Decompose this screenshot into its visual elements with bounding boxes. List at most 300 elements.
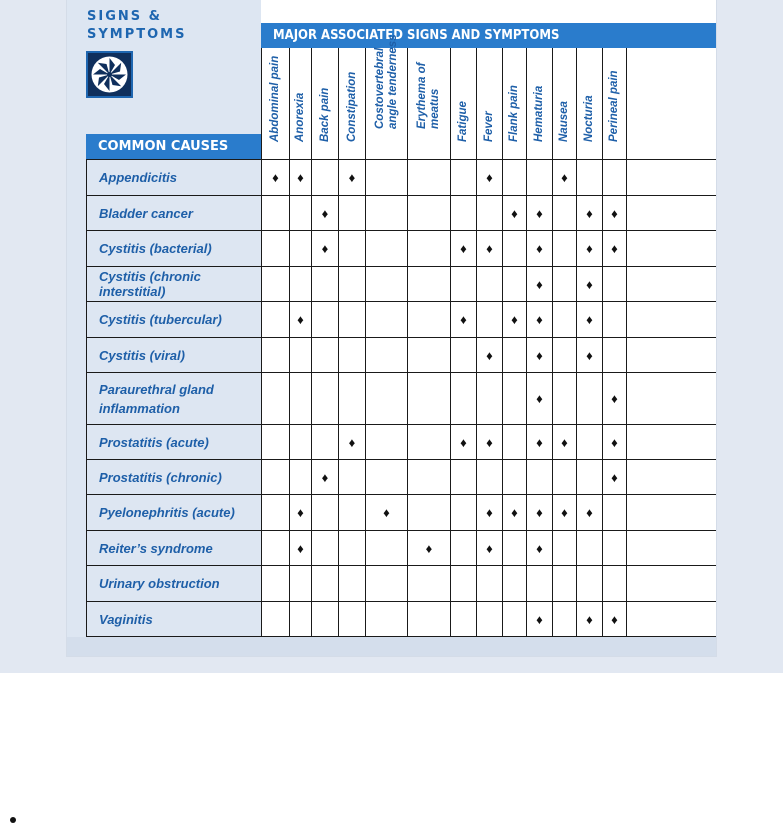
table-cell (365, 267, 407, 301)
table-cell (311, 338, 338, 372)
column-header (365, 34, 407, 159)
table-cell (407, 460, 450, 494)
table-cell (450, 267, 476, 301)
table-cell (261, 373, 289, 424)
table-cell (338, 425, 365, 459)
table-cell (450, 196, 476, 230)
cause-label (86, 160, 261, 195)
table-cell (261, 460, 289, 494)
table-row (86, 531, 716, 566)
table-cell (289, 196, 311, 230)
table-cell-trailing (626, 566, 716, 601)
diamond-marker-icon: ♦ (486, 347, 493, 363)
cause-label (86, 302, 261, 337)
diamond-marker-icon: ♦ (297, 505, 304, 520)
column-header (311, 48, 338, 159)
diamond-marker-icon: ♦ (611, 241, 618, 256)
table-cell (261, 602, 289, 636)
table-cell (602, 160, 626, 195)
table-row (86, 495, 716, 531)
table-cell (502, 231, 526, 266)
table-cell (311, 160, 338, 195)
table-cell (552, 495, 576, 530)
table-cell (407, 267, 450, 301)
table-cell (552, 531, 576, 565)
table-cell (552, 160, 576, 195)
table-cell (261, 267, 289, 301)
table-cell (552, 373, 576, 424)
table-row (86, 602, 716, 637)
table-cell (450, 231, 476, 266)
diamond-marker-icon: ♦ (586, 347, 593, 363)
table-cell (576, 267, 602, 301)
cause-label-text: Reiter’s syndrome (99, 540, 213, 556)
table-cell (261, 566, 289, 601)
table-cell-trailing (626, 302, 716, 337)
diamond-marker-icon: ♦ (511, 312, 518, 327)
column-header-text: Back pain (318, 87, 331, 142)
table-cell-trailing (626, 495, 716, 530)
table-cell (502, 302, 526, 337)
table-cell (576, 231, 602, 266)
table-row (86, 302, 716, 338)
table-cell (526, 566, 552, 601)
table-cell (450, 602, 476, 636)
table-cell (602, 231, 626, 266)
diamond-marker-icon: ♦ (536, 241, 543, 256)
table-cell (289, 302, 311, 337)
table-cell (526, 196, 552, 230)
table-cell (602, 425, 626, 459)
major-signs-banner: MAJOR ASSOCIATED SIGNS AND SYMPTOMS (261, 23, 716, 48)
table-cell (365, 425, 407, 459)
table-cell (450, 373, 476, 424)
table-cell (407, 338, 450, 372)
table-cell (476, 302, 502, 337)
table-cell (476, 231, 502, 266)
table-cell (576, 338, 602, 372)
table-row (86, 373, 716, 425)
diamond-marker-icon: ♦ (561, 170, 568, 185)
table-cell (407, 531, 450, 565)
table-cell (502, 373, 526, 424)
table-cell (261, 196, 289, 230)
table-cell-trailing (626, 460, 716, 494)
table-cell-trailing (626, 267, 716, 301)
column-header-text: Nausea (558, 101, 570, 142)
table-cell (261, 425, 289, 459)
diamond-marker-icon: ♦ (486, 505, 493, 520)
diamond-marker-icon: ♦ (348, 434, 356, 450)
table-cell (407, 373, 450, 424)
column-header (502, 48, 526, 159)
diamond-marker-icon: ♦ (611, 205, 618, 221)
table-cell (450, 425, 476, 459)
table-cell (526, 531, 552, 565)
chart-footer-strip (67, 637, 716, 656)
table-cell (502, 531, 526, 565)
list-bullet (10, 817, 16, 823)
table-cell (476, 373, 502, 424)
signs-symptoms-label (87, 8, 207, 44)
table-cell (365, 531, 407, 565)
diamond-marker-icon: ♦ (511, 505, 518, 520)
table-cell (311, 267, 338, 301)
table-cell (526, 495, 552, 530)
cause-label-text: Cystitis (bacterial) (99, 241, 212, 256)
cause-label (86, 531, 261, 565)
cause-label-text: Urinary obstruction (99, 576, 220, 591)
table-cell (476, 566, 502, 601)
table-cell (602, 338, 626, 372)
table-cell (526, 460, 552, 494)
column-header-text: Fatigue (457, 101, 469, 142)
table-cell (526, 267, 552, 301)
cause-label-text: Prostatitis (acute) (99, 434, 209, 450)
table-cell (502, 338, 526, 372)
column-header (407, 48, 450, 159)
column-header (552, 48, 576, 159)
diamond-marker-icon: ♦ (586, 312, 593, 327)
cause-label (86, 231, 261, 266)
table-cell (338, 160, 365, 195)
table-cell (476, 425, 502, 459)
table-cell (576, 425, 602, 459)
table-row (86, 425, 716, 460)
table-cell (502, 267, 526, 301)
diamond-marker-icon: ♦ (321, 469, 329, 485)
table-cell (576, 373, 602, 424)
table-cell (450, 495, 476, 530)
table-cell (602, 602, 626, 636)
table-cell (289, 495, 311, 530)
table-cell (311, 531, 338, 565)
table-cell (576, 302, 602, 337)
diamond-marker-icon: ♦ (611, 434, 618, 450)
diamond-marker-icon: ♦ (561, 505, 568, 520)
column-header (338, 48, 365, 159)
diamond-marker-icon: ♦ (586, 205, 593, 221)
column-header (602, 48, 626, 159)
table-cell (552, 460, 576, 494)
table-cell (476, 602, 502, 636)
table-cell (407, 425, 450, 459)
table-cell (407, 566, 450, 601)
diamond-marker-icon: ♦ (460, 434, 467, 450)
table-cell (526, 425, 552, 459)
table-cell (338, 267, 365, 301)
cause-label (86, 338, 261, 372)
table-cell (552, 302, 576, 337)
table-cell (502, 196, 526, 230)
table-cell (576, 602, 602, 636)
table-cell (407, 495, 450, 530)
column-header-text: angle tenderness (386, 34, 399, 129)
diamond-marker-icon: ♦ (586, 241, 593, 256)
table-cell (407, 602, 450, 636)
table-cell (526, 373, 552, 424)
column-header-text: Fever (483, 111, 495, 142)
table-cell-trailing (626, 231, 716, 266)
table-cell (526, 302, 552, 337)
table-cell (602, 495, 626, 530)
table-cell (502, 425, 526, 459)
table-cell (338, 373, 365, 424)
table-cell (502, 160, 526, 195)
table-cell (261, 531, 289, 565)
table-cell (602, 267, 626, 301)
table-cell (602, 531, 626, 565)
diamond-marker-icon: ♦ (561, 434, 568, 450)
table-cell (338, 460, 365, 494)
column-header-text: Nocturia (583, 95, 595, 142)
table-row (86, 231, 716, 267)
table-cell (289, 231, 311, 266)
table-cell (602, 302, 626, 337)
diamond-marker-icon: ♦ (611, 611, 618, 627)
table-cell (289, 338, 311, 372)
table-cell (407, 160, 450, 195)
table-cell (526, 231, 552, 266)
column-header (289, 48, 311, 159)
table-cell (338, 566, 365, 601)
table-cell (502, 602, 526, 636)
column-header-text: Erythema of (416, 62, 428, 129)
column-header-text: Hematuria (533, 85, 545, 142)
diamond-marker-icon: ♦ (536, 347, 543, 363)
diamond-marker-icon: ♦ (586, 505, 593, 520)
table-cell (365, 302, 407, 337)
table-cell (576, 196, 602, 230)
diamond-marker-icon: ♦ (586, 611, 593, 627)
diamond-marker-icon: ♦ (321, 241, 329, 256)
signs-label-line1: SIGNS & (87, 9, 162, 24)
column-header-text: Anorexia (294, 92, 306, 142)
table-cell (261, 231, 289, 266)
diamond-marker-icon: ♦ (611, 391, 618, 406)
table-cell (311, 373, 338, 424)
table-cell (261, 160, 289, 195)
table-cell (261, 302, 289, 337)
cause-label-text: Vaginitis (99, 611, 153, 627)
table-cell (576, 460, 602, 494)
common-causes-header: COMMON CAUSES (86, 134, 261, 159)
diamond-marker-icon: ♦ (486, 540, 493, 556)
table-cell (502, 495, 526, 530)
cause-label-text: Prostatitis (chronic) (99, 469, 222, 485)
table-cell (502, 460, 526, 494)
diamond-marker-icon: ♦ (536, 505, 543, 520)
table-cell (261, 495, 289, 530)
diamond-marker-icon: ♦ (348, 170, 356, 185)
table-cell (407, 196, 450, 230)
table-cell (338, 495, 365, 530)
column-header-text: Flank pain (508, 85, 520, 142)
table-cell-trailing (626, 531, 716, 565)
cause-label-text: Cystitis (chronic interstitial) (99, 269, 201, 299)
table-row (86, 460, 716, 495)
table-cell (450, 531, 476, 565)
diamond-marker-icon: ♦ (536, 540, 543, 556)
cause-label-text: Cystitis (viral) (99, 347, 185, 363)
diamond-marker-icon: ♦ (586, 276, 593, 292)
diamond-marker-icon: ♦ (383, 505, 390, 520)
table-cell (450, 160, 476, 195)
table-cell (476, 495, 502, 530)
table-cell (552, 231, 576, 266)
cause-label (86, 425, 261, 459)
diamond-marker-icon: ♦ (486, 434, 493, 450)
table-cell-trailing (626, 602, 716, 636)
column-header-text: Abdominal pain (269, 55, 281, 142)
table-cell (365, 373, 407, 424)
table-cell (338, 196, 365, 230)
table-cell (365, 196, 407, 230)
diamond-marker-icon: ♦ (486, 241, 493, 256)
table-cell-trailing (626, 338, 716, 372)
cause-label-text: Cystitis (tubercular) (99, 312, 222, 327)
table-cell (552, 267, 576, 301)
table-cell (289, 373, 311, 424)
table-cell (476, 338, 502, 372)
table-cell (552, 425, 576, 459)
table-cell (311, 302, 338, 337)
table-cell (311, 602, 338, 636)
column-header (261, 48, 289, 159)
table-cell (365, 495, 407, 530)
table-cell (552, 338, 576, 372)
table-cell (602, 373, 626, 424)
table-cell-trailing (626, 160, 716, 195)
table-cell (365, 602, 407, 636)
column-header-text: Perineal pain (608, 70, 620, 142)
table-cell (526, 602, 552, 636)
table-cell (311, 196, 338, 230)
diamond-marker-icon: ♦ (536, 312, 543, 327)
table-cell (289, 425, 311, 459)
table-cell (602, 460, 626, 494)
table-cell (338, 231, 365, 266)
cause-label-text: Paraurethral gland inflammation (99, 381, 214, 416)
diamond-marker-icon: ♦ (297, 312, 304, 327)
table-cell (311, 425, 338, 459)
diamond-marker-icon: ♦ (297, 540, 304, 556)
table-cell (476, 460, 502, 494)
table-cell (450, 460, 476, 494)
diamond-marker-icon: ♦ (536, 276, 543, 292)
diamond-marker-icon: ♦ (297, 170, 304, 185)
table-cell (476, 531, 502, 565)
cause-label (86, 373, 261, 424)
table-cell (407, 231, 450, 266)
column-header-edge (626, 48, 627, 159)
diamond-marker-icon: ♦ (611, 469, 618, 485)
diamond-marker-icon: ♦ (321, 205, 329, 221)
table-cell (476, 160, 502, 195)
diamond-marker-icon: ♦ (272, 170, 279, 185)
table-cell-trailing (626, 373, 716, 424)
table-cell (311, 566, 338, 601)
cause-label (86, 495, 261, 530)
table-row (86, 160, 716, 196)
column-header-text: Costovertebral (373, 47, 386, 129)
table-cell-trailing (626, 196, 716, 230)
table-cell (576, 566, 602, 601)
table-cell (289, 160, 311, 195)
table-cell (289, 531, 311, 565)
table-cell (338, 302, 365, 337)
diamond-marker-icon: ♦ (460, 312, 467, 327)
table-cell (502, 566, 526, 601)
cause-label (86, 602, 261, 636)
diamond-marker-icon: ♦ (536, 391, 543, 406)
table-cell (476, 196, 502, 230)
table-cell (576, 531, 602, 565)
table-cell (311, 460, 338, 494)
table-cell (450, 566, 476, 601)
diamond-marker-icon: ♦ (486, 170, 493, 185)
signs-label-line2: SYMPTOMS (87, 27, 187, 42)
table-row (86, 196, 716, 231)
table-cell (365, 338, 407, 372)
table-cell (365, 231, 407, 266)
table-cell (365, 460, 407, 494)
table-cell (526, 160, 552, 195)
table-cell (476, 267, 502, 301)
table-cell-trailing (626, 425, 716, 459)
diamond-marker-icon: ♦ (511, 205, 518, 221)
cause-label-text: Appendicitis (99, 170, 178, 185)
table-cell (338, 602, 365, 636)
table-cell (365, 160, 407, 195)
table-cell (365, 566, 407, 601)
table-row (86, 338, 716, 373)
table-cell (450, 338, 476, 372)
table-cell (289, 566, 311, 601)
table-cell (552, 566, 576, 601)
diamond-marker-icon: ♦ (536, 205, 543, 221)
table-cell (261, 338, 289, 372)
table-cell (311, 495, 338, 530)
table-row (86, 566, 716, 602)
table-cell (289, 460, 311, 494)
table-cell (602, 196, 626, 230)
cause-label (86, 196, 261, 230)
cause-label (86, 566, 261, 601)
symptom-table (86, 159, 716, 637)
table-cell (576, 160, 602, 195)
table-row (86, 267, 716, 302)
table-cell (576, 495, 602, 530)
cause-label (86, 267, 261, 301)
table-cell (526, 338, 552, 372)
table-cell (311, 231, 338, 266)
column-header-text: Constipation (345, 71, 358, 142)
pinwheel-logo-icon (86, 51, 133, 98)
table-cell (338, 531, 365, 565)
column-header-text: meatus (429, 88, 441, 129)
table-cell (407, 302, 450, 337)
cause-label (86, 460, 261, 494)
table-cell (289, 267, 311, 301)
diamond-marker-icon: ♦ (536, 434, 543, 450)
table-cell (289, 602, 311, 636)
table-cell (552, 196, 576, 230)
column-header (526, 48, 552, 159)
column-header (476, 48, 502, 159)
table-cell (552, 602, 576, 636)
cause-label-text: Bladder cancer (99, 205, 193, 221)
